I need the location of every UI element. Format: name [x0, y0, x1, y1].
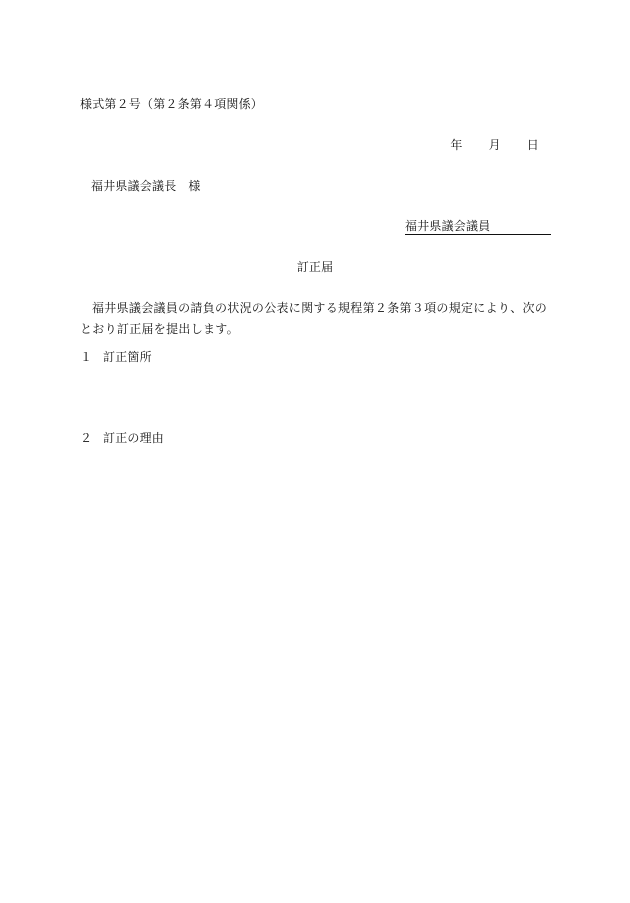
- form-number: 様式第２号（第２条第４項関係）: [80, 97, 264, 111]
- item-label: 訂正箇所: [103, 350, 152, 364]
- date-line: [450, 139, 539, 151]
- date-year-label: 年: [450, 138, 463, 152]
- addressee-name: 福井県議会議長: [91, 179, 177, 193]
- item-number: ２: [80, 431, 93, 445]
- submitter-line: [405, 220, 551, 235]
- addressee: [91, 180, 201, 192]
- document-title: 訂正届: [296, 260, 334, 274]
- item-number: １: [80, 350, 93, 364]
- item-label: 訂正の理由: [103, 431, 165, 445]
- body-paragraph: 福井県議会議員の請負の状況の公表に関する規程第２条第３項の規定により、次のとおり訂正届を提出します。: [80, 301, 548, 336]
- addressee-honorific: 様: [188, 179, 201, 193]
- date-month-label: 月: [488, 138, 501, 152]
- date-day-label: 日: [526, 138, 539, 152]
- submitter-label: 福井県議会議員: [405, 219, 491, 233]
- item-correction-reason: [80, 432, 164, 444]
- item-correction-location: [80, 351, 152, 363]
